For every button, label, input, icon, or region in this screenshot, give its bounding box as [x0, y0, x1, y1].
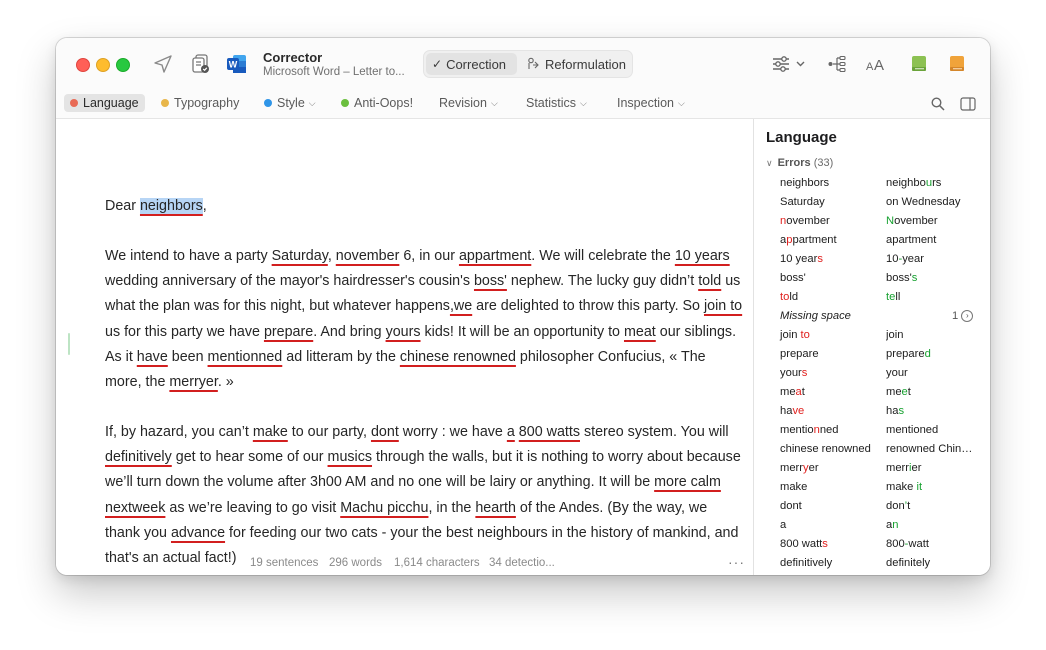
reformulation-icon — [527, 57, 540, 71]
error-word[interactable]: appartment — [458, 248, 532, 264]
language-dot-icon — [70, 99, 78, 107]
mode-segmented-control — [423, 50, 633, 78]
status-bar — [56, 555, 753, 575]
tab-language[interactable] — [64, 94, 145, 112]
error-row[interactable]: 10 years 10-year — [780, 253, 924, 265]
typography-dot-icon — [161, 99, 169, 107]
checkmark-icon: ✓ — [432, 57, 443, 71]
error-row[interactable]: november November — [780, 215, 938, 227]
guides-book-icon[interactable] — [949, 55, 965, 73]
disclosure-chevron-icon: ∨ — [766, 158, 773, 168]
anti-oops-dot-icon — [341, 99, 349, 107]
tab-style[interactable] — [264, 94, 316, 112]
close-window-button[interactable] — [76, 58, 90, 72]
error-word[interactable]: Saturday — [271, 248, 328, 264]
errors-count: (33) — [813, 157, 834, 169]
document-editor[interactable] — [56, 119, 753, 575]
error-row[interactable]: yours your — [780, 367, 908, 379]
error-word[interactable]: prepare — [263, 323, 314, 340]
error-row[interactable]: dont don’t — [780, 500, 911, 512]
error-word[interactable]: dont — [370, 424, 399, 440]
microsoft-word-icon — [226, 53, 248, 75]
error-row[interactable]: 800 watts 800-watt — [780, 538, 929, 550]
tab-style-label: Style — [277, 96, 305, 110]
sentence-count: 19 sentences — [250, 557, 319, 569]
errors-group-header[interactable] — [766, 157, 833, 169]
zoom-window-button[interactable] — [116, 58, 130, 72]
error-word[interactable]: chinese renowned — [399, 348, 516, 365]
tab-typography-label: Typography — [174, 96, 240, 110]
title-bar — [56, 38, 990, 90]
svg-text:A: A — [874, 57, 885, 74]
settings-sliders-icon[interactable] — [772, 55, 808, 73]
error-row[interactable]: make make it — [780, 481, 923, 493]
error-word[interactable]: told — [698, 273, 722, 290]
error-word[interactable]: mentionned — [207, 348, 283, 365]
tab-typography[interactable] — [161, 94, 239, 112]
error-row[interactable]: neighbors neighbours — [780, 177, 942, 189]
error-row[interactable]: appartment apartment — [780, 234, 937, 246]
character-count: 1,614 characters — [394, 557, 480, 569]
chevron-down-icon: ⌵ — [490, 97, 498, 108]
error-row[interactable]: a an — [780, 519, 899, 531]
error-word[interactable]: ,we — [449, 298, 473, 315]
error-word[interactable]: Machu picchu — [340, 499, 429, 516]
paragraph-1: We intend to have a party Saturday, november 6, in our appartment. We will celebrate the 10 years wedding anniversary of the mayor's hairdresser's cousin's boss' nephew. The lucky guy didn’t told us what the plan was for this night, but whatever happens,we are delighted to throw this party. So join to us for this party we have prepare. And bring yours kids! It will be an opportunity to meat our siblings. As it have been mentionned ad litteram by the chinese renowned philosopher Confucius, « The more, the merryer. » — [105, 248, 743, 391]
dictionary-book-icon[interactable] — [911, 55, 927, 73]
document-name: Microsoft Word – Letter to... — [263, 66, 405, 78]
tab-anti-oops[interactable] — [341, 94, 413, 112]
errors-group-label: Errors — [777, 157, 811, 169]
error-word[interactable]: neighbors — [139, 198, 203, 214]
error-word[interactable]: 10 years — [674, 248, 730, 264]
sidebar-toggle-icon[interactable] — [960, 97, 976, 111]
detection-count: 34 detectio... — [489, 557, 555, 569]
error-word[interactable]: make — [252, 424, 288, 440]
tab-inspection[interactable] — [617, 94, 685, 112]
error-word[interactable]: boss' — [473, 273, 507, 290]
reformulation-mode-label: Reformulation — [545, 56, 626, 72]
error-word[interactable]: yours — [385, 323, 421, 340]
text-size-icon[interactable] — [865, 54, 887, 74]
error-word[interactable]: nextweek — [105, 499, 166, 516]
app-title: Corrector — [263, 50, 323, 65]
language-panel — [753, 119, 990, 575]
chevron-right-icon: › — [961, 310, 973, 322]
more-options-icon[interactable]: ··· — [728, 554, 745, 570]
style-dot-icon — [264, 99, 272, 107]
error-row[interactable]: Saturday on Wednesday — [780, 196, 961, 208]
error-row[interactable]: prepare prepared — [780, 348, 931, 360]
tab-inspection-label: Inspection — [617, 96, 674, 110]
svg-text:A: A — [866, 61, 874, 73]
error-row[interactable]: join to join — [780, 329, 904, 341]
error-word[interactable]: meat — [623, 323, 656, 340]
error-word[interactable]: have — [136, 348, 168, 365]
word-count: 296 words — [329, 557, 383, 569]
error-word[interactable]: more calm — [654, 474, 721, 491]
error-row[interactable]: have has — [780, 405, 905, 417]
greeting-line: Dear neighbors, — [105, 198, 207, 214]
tab-statistics[interactable] — [526, 94, 587, 112]
correction-mode-button[interactable] — [426, 53, 517, 75]
error-row[interactable]: told tell — [780, 291, 901, 303]
error-word[interactable]: join to — [703, 298, 743, 315]
tab-revision[interactable] — [439, 94, 498, 112]
error-row[interactable]: chinese renowned renowned Chin… — [780, 443, 973, 455]
app-window — [56, 38, 990, 575]
error-row[interactable]: merryer merrier — [780, 462, 922, 474]
error-row[interactable]: definitively definitely — [780, 557, 931, 569]
error-word[interactable]: 800 watts — [518, 424, 580, 440]
error-word[interactable]: merryer — [169, 374, 218, 391]
error-row[interactable]: meat meet — [780, 386, 911, 398]
error-word[interactable]: advance — [170, 524, 226, 541]
outline-tree-icon[interactable] — [827, 55, 847, 73]
send-icon[interactable] — [153, 54, 173, 74]
tab-statistics-label: Statistics — [526, 96, 577, 110]
chevron-down-icon: ⌵ — [677, 97, 685, 108]
category-toolbar — [56, 90, 990, 119]
chevron-down-icon: ⌵ — [308, 97, 316, 108]
tab-language-label: Language — [83, 96, 139, 110]
reformulation-mode-button[interactable] — [521, 53, 631, 75]
error-word[interactable]: definitively — [105, 449, 172, 466]
error-word[interactable]: november — [335, 248, 400, 264]
tab-anti-oops-label: Anti-Oops! — [354, 96, 414, 110]
error-word[interactable]: hearth — [475, 499, 516, 516]
chevron-down-icon: ⌵ — [580, 97, 587, 108]
search-icon[interactable] — [931, 97, 945, 111]
minimize-window-button[interactable] — [96, 58, 110, 72]
correction-mode-label: Correction — [446, 56, 507, 72]
error-row[interactable]: boss' boss's — [780, 272, 918, 284]
missing-space-row[interactable]: Missing space 1 › — [754, 310, 990, 329]
tab-revision-label: Revision — [439, 96, 487, 110]
error-word[interactable]: a — [506, 424, 515, 440]
document-check-icon[interactable] — [191, 53, 211, 75]
error-row[interactable]: mentionned mentioned — [780, 424, 939, 436]
panel-title: Language — [766, 129, 837, 146]
paragraph-2: If, by hazard, you can’t make to our party, dont worry : we have a 800 watts stereo system. You will definitively get to hear some of our musics through the walls, but it is nothing to worry about because we’ll turn down the volume after 3h00 AM and no one will be lairy or anything. It will be more calm nextweek as we’re leaving to go visit Machu picchu, in the hearth of the Andes. (By the way, we thank you advance for feeding our two cats - your the best neighbours in the history of mankind, and that's an actual fact!) — [105, 424, 741, 567]
svg-text:W: W — [228, 59, 238, 70]
revision-margin-marker — [68, 333, 70, 355]
error-word[interactable]: musics — [327, 449, 373, 466]
